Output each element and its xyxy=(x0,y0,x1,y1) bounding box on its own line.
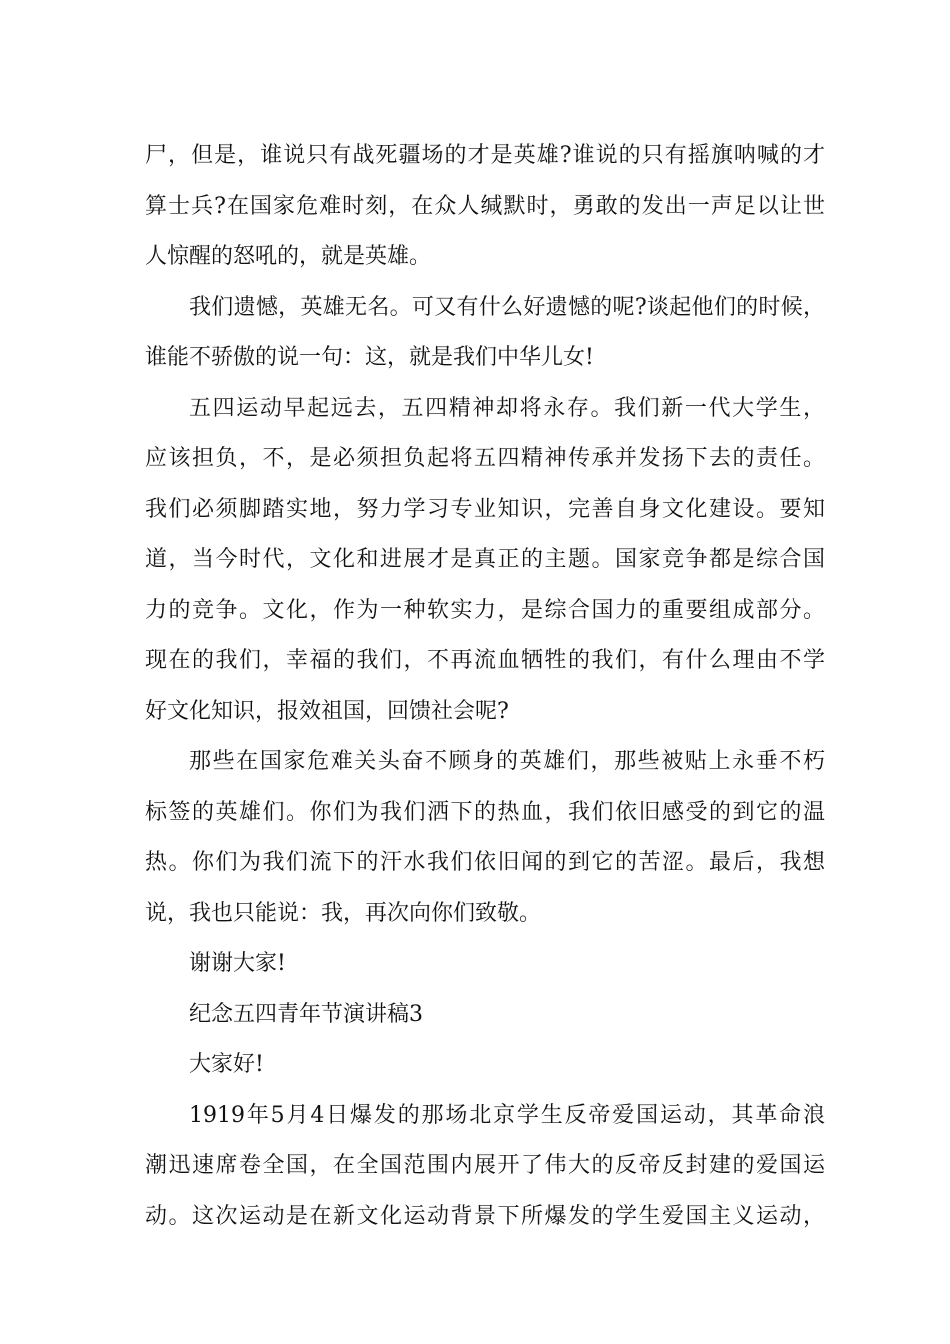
text-line: 那些在国家危难关头奋不顾身的英雄们，那些被贴上永垂不朽 xyxy=(189,749,825,774)
paragraph xyxy=(145,939,825,990)
text-line: 力的竞争。文化，作为一种软实力，是综合国力的重要组成部分。 xyxy=(145,597,825,623)
text-line: 纪念五四青年节演讲稿3 xyxy=(189,1001,423,1027)
document-body xyxy=(145,131,825,1242)
text-line: 标签的英雄们。你们为我们洒下的热血，我们依旧感受的到它的温 xyxy=(145,799,825,825)
text-line: 谁能不骄傲的说一句：这，就是我们中华儿女! xyxy=(145,345,594,370)
text-line: 说，我也只能说：我，再次向你们致敬。 xyxy=(145,900,542,926)
paragraph xyxy=(145,283,825,384)
paragraph xyxy=(145,990,825,1041)
document-page xyxy=(145,131,825,1242)
text-line: 大家好! xyxy=(189,1052,264,1077)
paragraph xyxy=(145,1040,825,1091)
text-line: 应该担负，不，是必须担负起将五四精神传承并发扬下去的责任。 xyxy=(145,446,825,471)
text-line: 好文化知识，报效祖国，回馈社会呢? xyxy=(145,698,509,724)
text-line: 人惊醒的怒吼的，就是英雄。 xyxy=(145,244,432,269)
text-line: 热。你们为我们流下的汗水我们依旧闻的到它的苦涩。最后，我想 xyxy=(145,850,825,875)
text-line: 1919年5月4日爆发的那场北京学生反帝爱国运动，其革命浪 xyxy=(189,1102,825,1128)
paragraph xyxy=(145,384,825,738)
paragraph xyxy=(145,737,825,939)
text-line: 算士兵?在国家危难时刻，在众人缄默时，勇敢的发出一声足以让世 xyxy=(145,193,825,219)
text-line: 道，当今时代，文化和进展才是真正的主题。国家竞争都是综合国 xyxy=(145,547,825,572)
text-line: 潮迅速席卷全国，在全国范围内展开了伟大的反帝反封建的爱国运 xyxy=(145,1153,825,1178)
text-line: 尸，但是，谁说只有战死疆场的才是英雄?谁说的只有摇旗呐喊的才 xyxy=(145,143,825,168)
text-line: 我们必须脚踏实地，努力学习专业知识，完善自身文化建设。要知 xyxy=(145,496,825,522)
text-line: 动。这次运动是在新文化运动背景下所爆发的学生爱国主义运动， xyxy=(145,1203,825,1229)
text-line: 谢谢大家! xyxy=(189,951,286,976)
paragraph xyxy=(145,1091,825,1243)
paragraph xyxy=(145,131,825,283)
text-line: 现在的我们，幸福的我们，不再流血牺牲的我们，有什么理由不学 xyxy=(145,648,825,673)
text-line: 我们遗憾，英雄无名。可又有什么好遗憾的呢?谈起他们的时候， xyxy=(189,294,825,320)
text-line: 五四运动早起远去，五四精神却将永存。我们新一代大学生， xyxy=(189,395,825,421)
